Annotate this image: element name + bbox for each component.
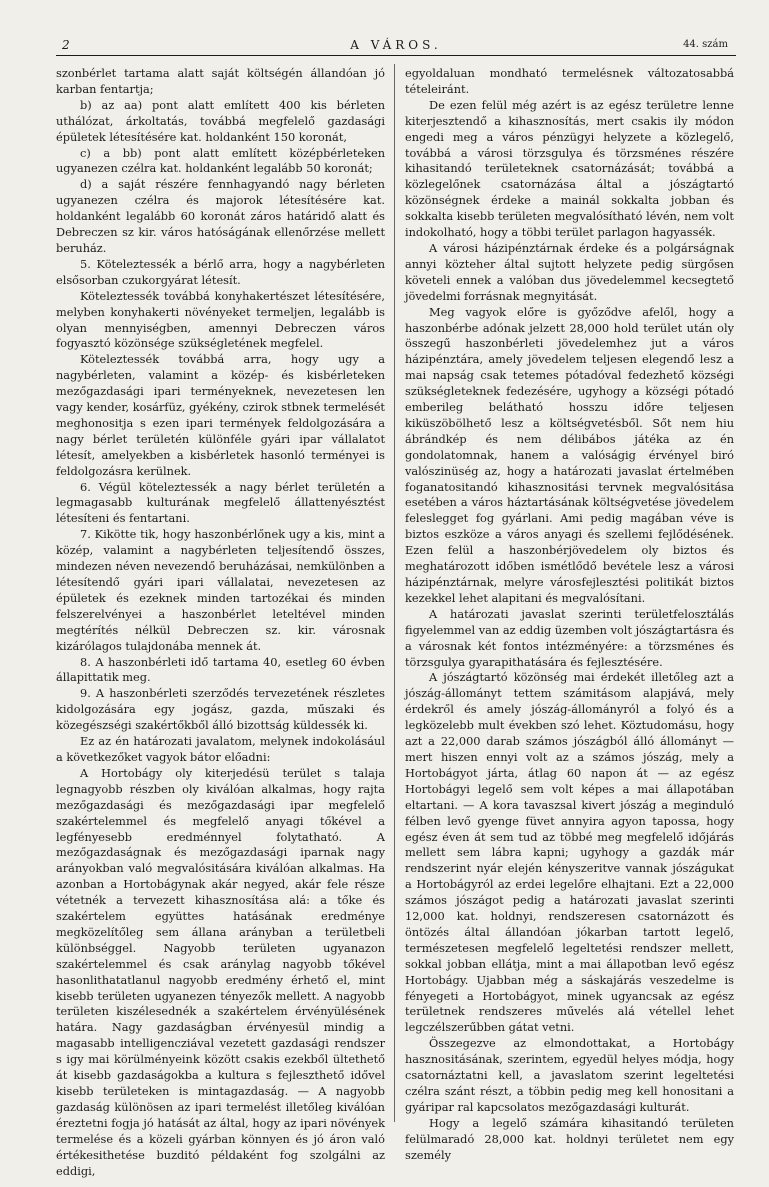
paragraph: Összegezve az elmondottakat, a Hortobágy hasznositásának, szerintem, egyedül helyes módja, hogy csatornáztatni kell, a javaslatom szerint legeltetési czélra szánt részt, a többin pedig meg kell honositani a gyáripar ral kapcsolatos mezőgazdasági kulturát. — [405, 1036, 734, 1114]
paragraph: De ezen felül még azért is az egész területre lenne kiterjesztendő a kihasznosítás, mert csakis ily módon engedi meg a város pénzügyi helyzete a közlegelő, továbbá a városi törzsgulya és törzsménes részére kihasitandó területeknek csatornázását; továbbá a közlegelőnek csatornázása által a jószágtartó közönségnek érdeke a mainál sokkalta jobban és sokkalta kisebb területen megvalósítható lévén, nem volt indokolható, hogy a többi terület parlagon hagyassék. — [405, 97, 734, 240]
paragraph: A Hortobágy oly kiterjedésü terület s talaja legnagyobb részben oly kiválóan alkalmas, hogy rajta mezőgazdasági és mezőgazdasági ipar megfelelő szakértelemmel és megfelelő anyagi tőkével a legfényesebb eredménnyel folytatható. A mezőgazdaságnak és mezőgazdasági iparnak nagy arányokban való megvalósitására kiválóan alkalmas. Ha azonban a Hortobágynak akár negyed, akár fele része vétetnék a tervezett kihasznosítása alá: a tőke és szakértelem együttes hatásának eredménye megközelítőleg sem állana arányban a területbeli különbséggel. Nagyobb területen ugyanazon szakértelemmel és csak aránylag nagyobb tőkével hasonlithatatlanul nagyobb eredmény érhető el, mint kisebb területen ugyanezen tényezők mellett. A nagyobb területen kiszélesednék a szakértelem érvényülésének határa. Nagy gazdaságban érvényesül mindig a magasabb intelligencziával vezetett gazdasági rendszer s igy mai körülményeink között csakis ezekből ültethető át kisebb gazdaságokba a kultura s fejleszthető idővel kisebb területeken is mintagazdaság. — A nagyobb gazdaság különösen az ipari termelést illetőleg kiválóan éreztetni fogja jó hatását az által, hogy az ipari növények termelése és a közeli gyárban könnyen és jó áron való értékesithetése buzditó példaként fog szolgálni az eddigi, — [56, 765, 385, 1178]
paragraph: A határozati javaslat szerinti területfelosztálás figyelemmel van az eddig üzemben volt jószágtartásra és a városnak két fontos intézményére: a törzsménes és törzsgulya gyarapithatására és fejlesztésére. — [405, 606, 734, 669]
paragraph: 9. A haszonbérleti szerződés tervezetének részletes kidolgozására egy jogász, gazda, műszaki és közegészségi szakértőkből álló bizottság küldessék ki. — [56, 686, 385, 733]
paragraph: Köteleztessék továbbá arra, hogy ugy a nagybérleten, valamint a közép- és kisbérleteken mezőgazdasági ipari terményeknek, nevezetesen len vagy kender, kosárfüz, gyékény, czirok stbnek termelését meghonositja s ezen ipari termények feldolgozására a nagy bérlet területén különféle gyári ipar vállalatot létesít, amelyekben a kisbérletek hasonló terményei is feldolgozásra kerülnek. — [56, 352, 385, 478]
paragraph: 7. Kikötte tik, hogy haszonbérlőnek ugy a kis, mint a közép, valamint a nagybérleten teljesítendő összes, mindezen néven nevezendő beruházásai, nemkülönben a létesítendő gyári ipari vállalatai, nevezetesen az épületek és ezeknek minden tartozékai és minden felszerelvényei a haszonbérlet leteltével minden megtérítés nélkül Debreczen sz. kir. városnak kizárólagos tulajdonába mennek át. — [56, 527, 385, 653]
paragraph: d) a saját részére fennhagyandó nagy bérleten ugyanezen czélra és majorok létesítésére kat. holdanként legalább 60 koronát záros határidő alatt és Debreczen sz kir. város hatóságának ellenőrzése mellett beruház. — [56, 177, 385, 255]
paragraph: A jószágtartó közönség mai érdekét illetőleg azt a jószág-állományt tettem számitásom alapjává, mely érdekről és amely jószág-állományról a folyó és a legközelebb mult években szó lehet. Köztudomásu, hogy azt a 22,000 darab számos jószágból álló állományt — mert hiszen ennyi volt az a számos jószág, mely a Hortobágyot járta, átlag 60 napon át — az egész Hortobágyi legelő sem volt képes a mai állapotában eltartani. — A kora tavaszsal kivert jószág a meginduló félben levő gyenge füvet annyira agyon tapossa, hogy egész éven át sem tud az többé meg megfelelő időjárás mellett sem lábra kapni; ugyhogy a gazdák már rendszerint nyár elején kényszeritve vannak jószágukat a Hortobágyról az erdei legelőre elhajtani. Ezt a 22,000 számos jószágot pedig a határozati javaslat szerinti 12,000 kat. holdnyi, rendszeresen csatornázott és öntözés által állandóan jókarban tartott legelő, természetesen megfelelő legeltetési rendszer mellett, sokkal jobban ellátja, mint a mai állapotban levő egész Hortobágy. Ujabban még a sáskajárás veszedelme is fényegeti a Hortobágyot, minek ugyancsak az egész területnek rendszeres művelés alá vétellel lehet legczélszerűbben gátat vetni. — [405, 670, 734, 1035]
paragraph: c) a bb) pont alatt említett középbérleteken ugyanezen czélra kat. holdanként legalább 50 koronát; — [56, 145, 385, 176]
paragraph: Meg vagyok előre is győződve afelől, hogy a haszonbérbe adónak jelzett 28,000 hold terület után oly összegű haszonbérleti jövedelemhez jut a város házipénztára, amely jövedelem teljesen elegendő lesz a mai napság csak tetemes pótadóval fedezhető községi szükségleteknek fedezésére, ugyhogy a községi pótadó emberileg belátható hosszu időre teljesen kiküszöbölhető lesz a költségvetésből. Sőt nem hiu ábrándkép és nem délibábos játéka az én gondolatomnak, hanem a valóságig érvényel biró valószinüség az, hogy a határozati javaslat értelmében foganatositandó kihasznositási tervnek megvalósitása esetében a város háztartásának költségvetése jövedelem feleslegget fog gyárlani. Ami pedig magában véve is biztos eszköze a város anyagi és szellemi fejlődésének. Ezen felül a haszonbérjövedelem oly biztos és meghatározott időben ismétlődő bevétele lesz a városi házipénztárnak, melyre városfejlesztési politikát biztos kezekkel lehet alapitani és megvalósítani. — [405, 304, 734, 605]
paragraph: 8. A haszonbérleti idő tartama 40, esetleg 60 évben állapittatik meg. — [56, 654, 385, 685]
page-number: 2 — [62, 38, 70, 52]
header-rule — [56, 55, 736, 56]
paragraph: Köteleztessék továbbá konyhakertészet létesítésére, melyben konyhakerti növényeket termeljen, legalább is olyan mennyiségben, amennyi Debreczen város fogyasztó közönsége szükségletének megfelel. — [56, 288, 385, 351]
paragraph: Hogy a legelő számára kihasitandó területen felülmaradó 28,000 kat. holdnyi területet nem egy személy — [405, 1115, 734, 1162]
paragraph: b) az aa) pont alatt említett 400 kis bérleten uthálózat, árkoltatás, továbbá megfelelő gazdasági épületek létesítésére kat. holdanként 150 koronát, — [56, 97, 385, 144]
paragraph: A városi házipénztárnak érdeke és a polgárságnak annyi közteher által sujtott helyzete pedig sürgősen követeli ennek a valóban dus jövedelemmel kecsegtető jövedelmi forrásnak megnyitását. — [405, 240, 734, 303]
column-divider — [394, 64, 395, 1122]
paragraph: szonbérlet tartama alatt saját költségén állandóan jó karban fentartja; — [56, 66, 385, 96]
right-column — [405, 66, 734, 1164]
journal-title: A VÁROS. — [350, 38, 442, 52]
paragraph: 6. Végül köteleztessék a nagy bérlet területén a legmagasabb kulturának megfelelő állattenyésztést létesíteni és fentartani. — [56, 479, 385, 526]
paragraph: egyoldaluan mondható termelésnek változatosabbá tételeiránt. — [405, 66, 734, 96]
issue-number: 44. szám — [683, 39, 728, 50]
page-header — [56, 34, 736, 54]
paragraph: 5. Köteleztessék a bérlő arra, hogy a nagybérleten elsősorban czukorgyárat létesít. — [56, 256, 385, 287]
left-column — [56, 66, 385, 1179]
paragraph: Ez az én határozati javalatom, melynek indokolásául a következőket vagyok bátor előadni: — [56, 734, 385, 764]
